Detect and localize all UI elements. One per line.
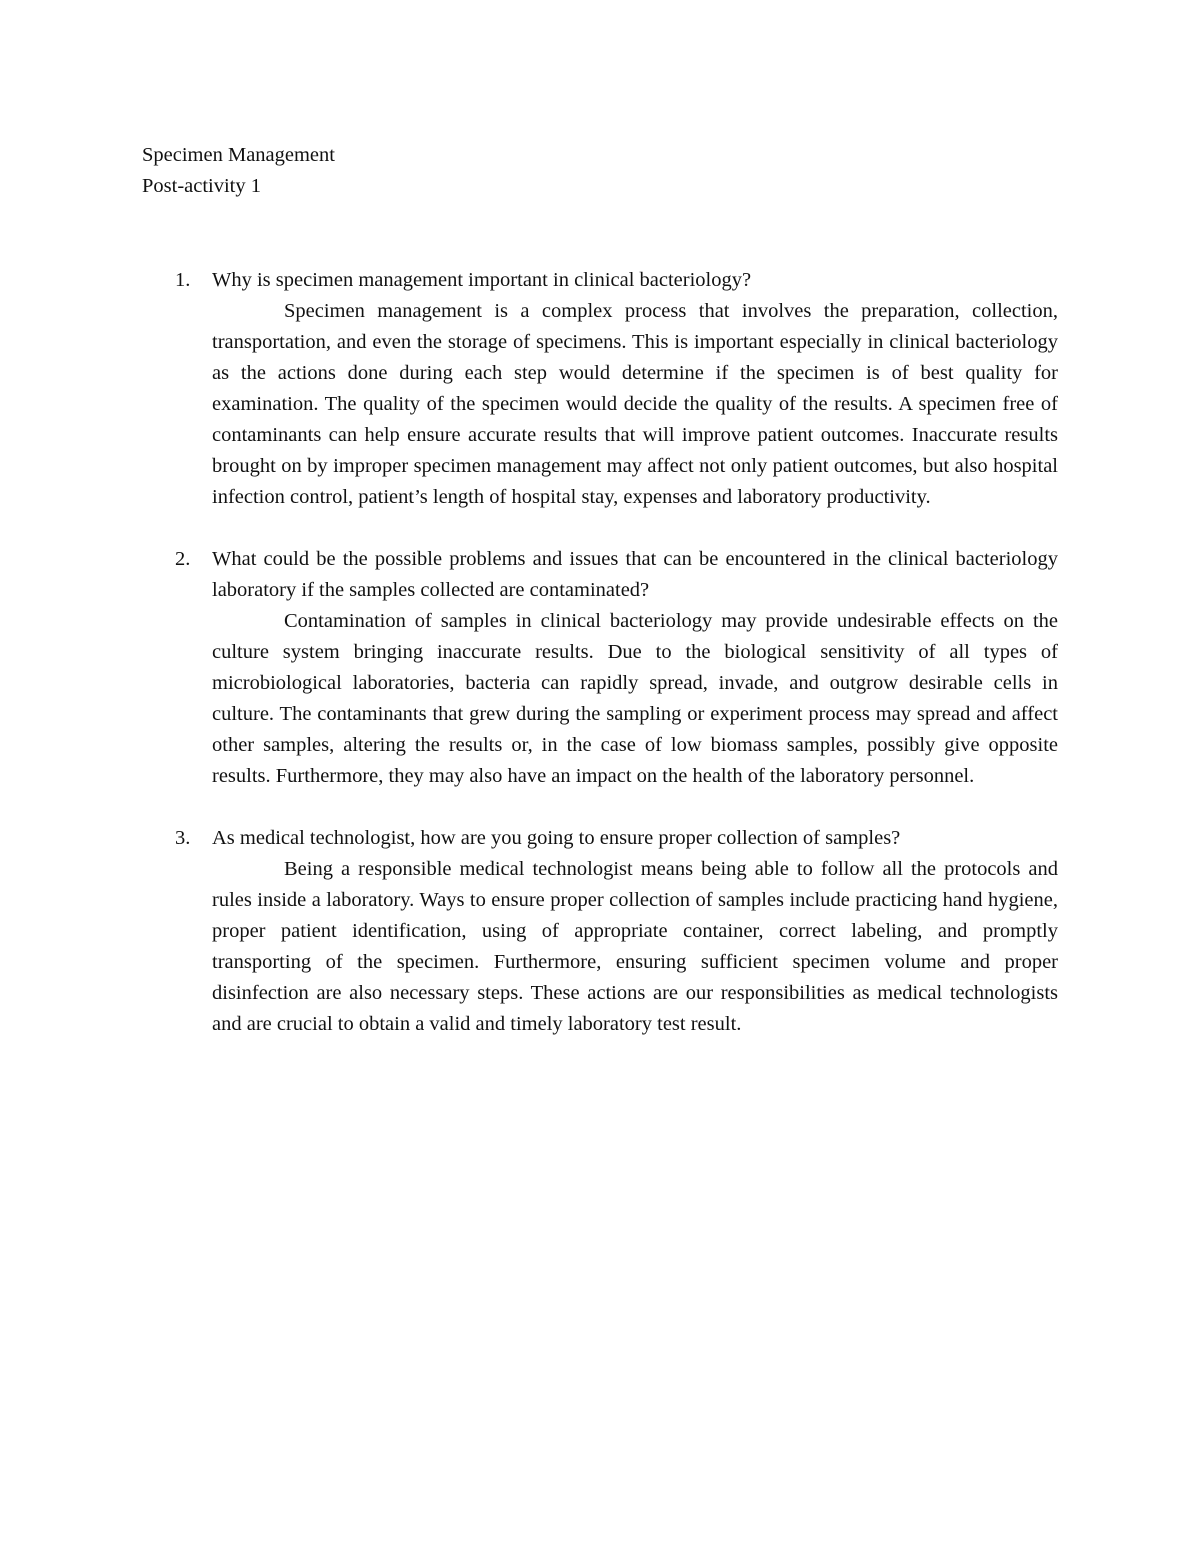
question-item-1 <box>142 265 1058 513</box>
document-subtitle: Post-activity 1 <box>142 175 262 197</box>
question-text: As medical technologist, how are you going to ensure proper collection of samples? <box>212 827 901 849</box>
answer-paragraph: Specimen management is a complex process that involves the preparation, collection, transportation, and even the storage of specimens. This is important especially in clinical bacteriology as the actions done during each step would determine if the specimen is of best quality for examination. The quality of the specimen would decide the quality of the results. A specimen free of contaminants can help ensure accurate results that will improve patient outcomes. Inaccurate results brought on by improper specimen management may affect not only patient outcomes, but also hospital infection control, patient’s length of hospital stay, expenses and laboratory productivity. <box>212 300 1058 508</box>
question-text: Why is specimen management important in clinical bacteriology? <box>212 269 752 291</box>
question-text: What could be the possible problems and issues that can be encountered in the clinical bacteriology laboratory if the samples collected are contaminated? <box>212 548 1058 601</box>
answer-paragraph: Being a responsible medical technologist means being able to follow all the protocols and rules inside a laboratory. Ways to ensure proper collection of samples include practicing hand hygiene, proper patient identification, using of appropriate container, correct labeling, and promptly transporting of the specimen. Furthermore, ensuring sufficient specimen volume and proper disinfection are also necessary steps. These actions are our responsibilities as medical technologists and are crucial to obtain a valid and timely laboratory test result. <box>212 858 1058 1035</box>
question-number: 1. <box>175 269 191 291</box>
question-list <box>142 265 1058 1071</box>
question-number: 2. <box>175 548 191 570</box>
question-item-3 <box>142 823 1058 1040</box>
document-header <box>142 140 335 202</box>
question-item-2 <box>142 544 1058 792</box>
question-number: 3. <box>175 827 191 849</box>
document-title: Specimen Management <box>142 144 335 166</box>
answer-paragraph: Contamination of samples in clinical bacteriology may provide undesirable effects on the culture system bringing inaccurate results. Due to the biological sensitivity of all types of microbiological laboratories, bacteria can rapidly spread, invade, and outgrow desirable cells in culture. The contaminants that grew during the sampling or experiment process may spread and affect other samples, altering the results or, in the case of low biomass samples, possibly give opposite results. Furthermore, they may also have an impact on the health of the laboratory personnel. <box>212 610 1058 787</box>
